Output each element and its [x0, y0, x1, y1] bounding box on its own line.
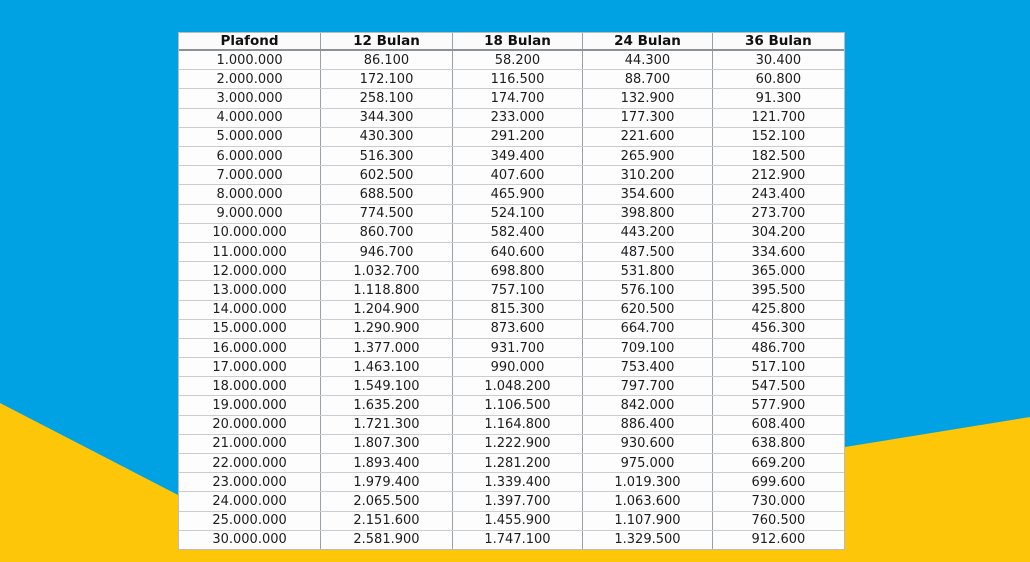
table-cell: 9.000.000: [179, 204, 321, 223]
table-cell: 1.747.100: [452, 530, 582, 549]
table-cell: 1.106.500: [452, 396, 582, 415]
table-row: [179, 166, 844, 185]
table-cell: 265.900: [583, 147, 713, 166]
table-cell: 1.019.300: [583, 473, 713, 492]
table-cell: 990.000: [452, 358, 582, 377]
table-row: [179, 319, 844, 338]
table-row: [179, 396, 844, 415]
table-cell: 760.500: [712, 511, 844, 530]
table-cell: 2.065.500: [321, 492, 453, 511]
table-cell: 25.000.000: [179, 511, 321, 530]
table-cell: 576.100: [583, 281, 713, 300]
table-row: [179, 108, 844, 127]
table-row: [179, 415, 844, 434]
table-cell: 602.500: [321, 166, 453, 185]
table-cell: 233.000: [452, 108, 582, 127]
table-cell: 1.290.900: [321, 319, 453, 338]
table-cell: 753.400: [583, 358, 713, 377]
table-cell: 172.100: [321, 70, 453, 89]
table-cell: 886.400: [583, 415, 713, 434]
table-cell: 407.600: [452, 166, 582, 185]
table-cell: 15.000.000: [179, 319, 321, 338]
table-cell: 516.300: [321, 147, 453, 166]
table-cell: 531.800: [583, 262, 713, 281]
table-row: [179, 300, 844, 319]
table-cell: 577.900: [712, 396, 844, 415]
table-row: [179, 338, 844, 357]
table-cell: 842.000: [583, 396, 713, 415]
table-cell: 13.000.000: [179, 281, 321, 300]
table-cell: 669.200: [712, 454, 844, 473]
column-header-12-bulan: 12 Bulan: [321, 33, 453, 50]
table-cell: 1.979.400: [321, 473, 453, 492]
table-cell: 1.204.900: [321, 300, 453, 319]
column-header-18-bulan: 18 Bulan: [452, 33, 582, 50]
table-row: [179, 434, 844, 453]
table-cell: 456.300: [712, 319, 844, 338]
table-cell: 310.200: [583, 166, 713, 185]
installment-table: [178, 32, 845, 550]
table-cell: 1.063.600: [583, 492, 713, 511]
table-cell: 60.800: [712, 70, 844, 89]
table-cell: 638.800: [712, 434, 844, 453]
table-cell: 1.893.400: [321, 454, 453, 473]
table-cell: 709.100: [583, 338, 713, 357]
table-cell: 912.600: [712, 530, 844, 549]
table-cell: 1.222.900: [452, 434, 582, 453]
table-cell: 620.500: [583, 300, 713, 319]
table-cell: 398.800: [583, 204, 713, 223]
table-cell: 517.100: [712, 358, 844, 377]
table-row: [179, 89, 844, 108]
table-cell: 177.300: [583, 108, 713, 127]
table-cell: 21.000.000: [179, 434, 321, 453]
table-cell: 1.549.100: [321, 377, 453, 396]
table-cell: 931.700: [452, 338, 582, 357]
table-cell: 5.000.000: [179, 127, 321, 146]
table-row: [179, 473, 844, 492]
table-row: [179, 242, 844, 261]
table-cell: 24.000.000: [179, 492, 321, 511]
table-cell: 1.397.700: [452, 492, 582, 511]
table-row: [179, 70, 844, 89]
table-row: [179, 204, 844, 223]
table-cell: 860.700: [321, 223, 453, 242]
column-header-36-bulan: 36 Bulan: [712, 33, 844, 50]
table-cell: 698.800: [452, 262, 582, 281]
table-cell: 757.100: [452, 281, 582, 300]
table-cell: 430.300: [321, 127, 453, 146]
table-cell: 1.118.800: [321, 281, 453, 300]
table-cell: 1.721.300: [321, 415, 453, 434]
table-cell: 524.100: [452, 204, 582, 223]
table-cell: 116.500: [452, 70, 582, 89]
table-cell: 699.600: [712, 473, 844, 492]
table-cell: 365.000: [712, 262, 844, 281]
table-cell: 88.700: [583, 70, 713, 89]
table-row: [179, 492, 844, 511]
table-cell: 1.807.300: [321, 434, 453, 453]
table-cell: 86.100: [321, 50, 453, 70]
table-cell: 334.600: [712, 242, 844, 261]
table-cell: 8.000.000: [179, 185, 321, 204]
table-cell: 152.100: [712, 127, 844, 146]
table-cell: 1.455.900: [452, 511, 582, 530]
table-cell: 486.700: [712, 338, 844, 357]
table-row: [179, 223, 844, 242]
table-cell: 1.032.700: [321, 262, 453, 281]
table-cell: 10.000.000: [179, 223, 321, 242]
table-cell: 443.200: [583, 223, 713, 242]
table-cell: 23.000.000: [179, 473, 321, 492]
table-cell: 1.107.900: [583, 511, 713, 530]
table-cell: 14.000.000: [179, 300, 321, 319]
table-cell: 6.000.000: [179, 147, 321, 166]
table-cell: 1.281.200: [452, 454, 582, 473]
table-cell: 16.000.000: [179, 338, 321, 357]
table-cell: 873.600: [452, 319, 582, 338]
table-cell: 395.500: [712, 281, 844, 300]
table-cell: 664.700: [583, 319, 713, 338]
table-row: [179, 377, 844, 396]
table-cell: 20.000.000: [179, 415, 321, 434]
table-cell: 273.700: [712, 204, 844, 223]
table-cell: 19.000.000: [179, 396, 321, 415]
table-cell: 487.500: [583, 242, 713, 261]
table-cell: 30.000.000: [212, 532, 287, 548]
table-cell: 797.700: [583, 377, 713, 396]
table-cell: 688.500: [321, 185, 453, 204]
table-row: [179, 262, 844, 281]
table-row: [179, 127, 844, 146]
table-cell: 1.463.100: [321, 358, 453, 377]
table-cell: 304.200: [712, 223, 844, 242]
table-cell: 243.400: [712, 185, 844, 204]
column-header-plafond: Plafond: [179, 33, 321, 50]
table-cell: 354.600: [583, 185, 713, 204]
table-cell: 2.581.900: [321, 530, 453, 549]
table-cell: 975.000: [583, 454, 713, 473]
table-cell: 1.377.000: [321, 338, 453, 357]
table-row: [179, 147, 844, 166]
table-cell: 730.000: [712, 492, 844, 511]
table-row: [179, 454, 844, 473]
table-row: [179, 281, 844, 300]
table-cell: 58.200: [452, 50, 582, 70]
table-cell: 44.300: [583, 50, 713, 70]
table-cell: 17.000.000: [179, 358, 321, 377]
table-cell: 1.048.200: [452, 377, 582, 396]
table-cell: 30.400: [712, 50, 844, 70]
table-cell: 946.700: [321, 242, 453, 261]
table-cell: 1.329.500: [583, 530, 713, 549]
table-body: [179, 50, 844, 549]
table-cell: 22.000.000: [179, 454, 321, 473]
table-cell: 930.600: [583, 434, 713, 453]
table-cell: 4.000.000: [179, 108, 321, 127]
table-cell: 1.339.400: [452, 473, 582, 492]
table-cell: 2.151.600: [321, 511, 453, 530]
table-cell: 11.000.000: [179, 242, 321, 261]
table-cell: 425.800: [712, 300, 844, 319]
table-cell: 1.635.200: [321, 396, 453, 415]
table-cell: 91.300: [712, 89, 844, 108]
table-cell: 291.200: [452, 127, 582, 146]
table-cell: 1.164.800: [452, 415, 582, 434]
table-cell: 608.400: [712, 415, 844, 434]
table-cell: 1.000.000: [179, 50, 321, 70]
table-cell: 258.100: [321, 89, 453, 108]
plafond-table: [179, 33, 844, 549]
column-header-24-bulan: 24 Bulan: [583, 33, 713, 50]
table-cell: 465.900: [452, 185, 582, 204]
table-cell: 815.300: [452, 300, 582, 319]
table-cell: 132.900: [583, 89, 713, 108]
table-cell: 7.000.000: [179, 166, 321, 185]
table-cell: 212.900: [712, 166, 844, 185]
table-row: [179, 511, 844, 530]
table-cell: 3.000.000: [179, 89, 321, 108]
table-header-row: [179, 33, 844, 50]
table-cell: 640.600: [452, 242, 582, 261]
table-row: [179, 358, 844, 377]
table-cell: 12.000.000: [179, 262, 321, 281]
table-cell: 344.300: [321, 108, 453, 127]
table-row: [179, 50, 844, 70]
table-cell: 221.600: [583, 127, 713, 146]
table-cell: 349.400: [452, 147, 582, 166]
table-cell: 121.700: [712, 108, 844, 127]
table-cell: 2.000.000: [179, 70, 321, 89]
table-row: [179, 530, 844, 549]
table-cell: 547.500: [712, 377, 844, 396]
table-cell: 774.500: [321, 204, 453, 223]
table-cell: 174.700: [452, 89, 582, 108]
table-cell: 582.400: [452, 223, 582, 242]
table-cell: 182.500: [712, 147, 844, 166]
table-row: [179, 185, 844, 204]
table-cell: 18.000.000: [179, 377, 321, 396]
